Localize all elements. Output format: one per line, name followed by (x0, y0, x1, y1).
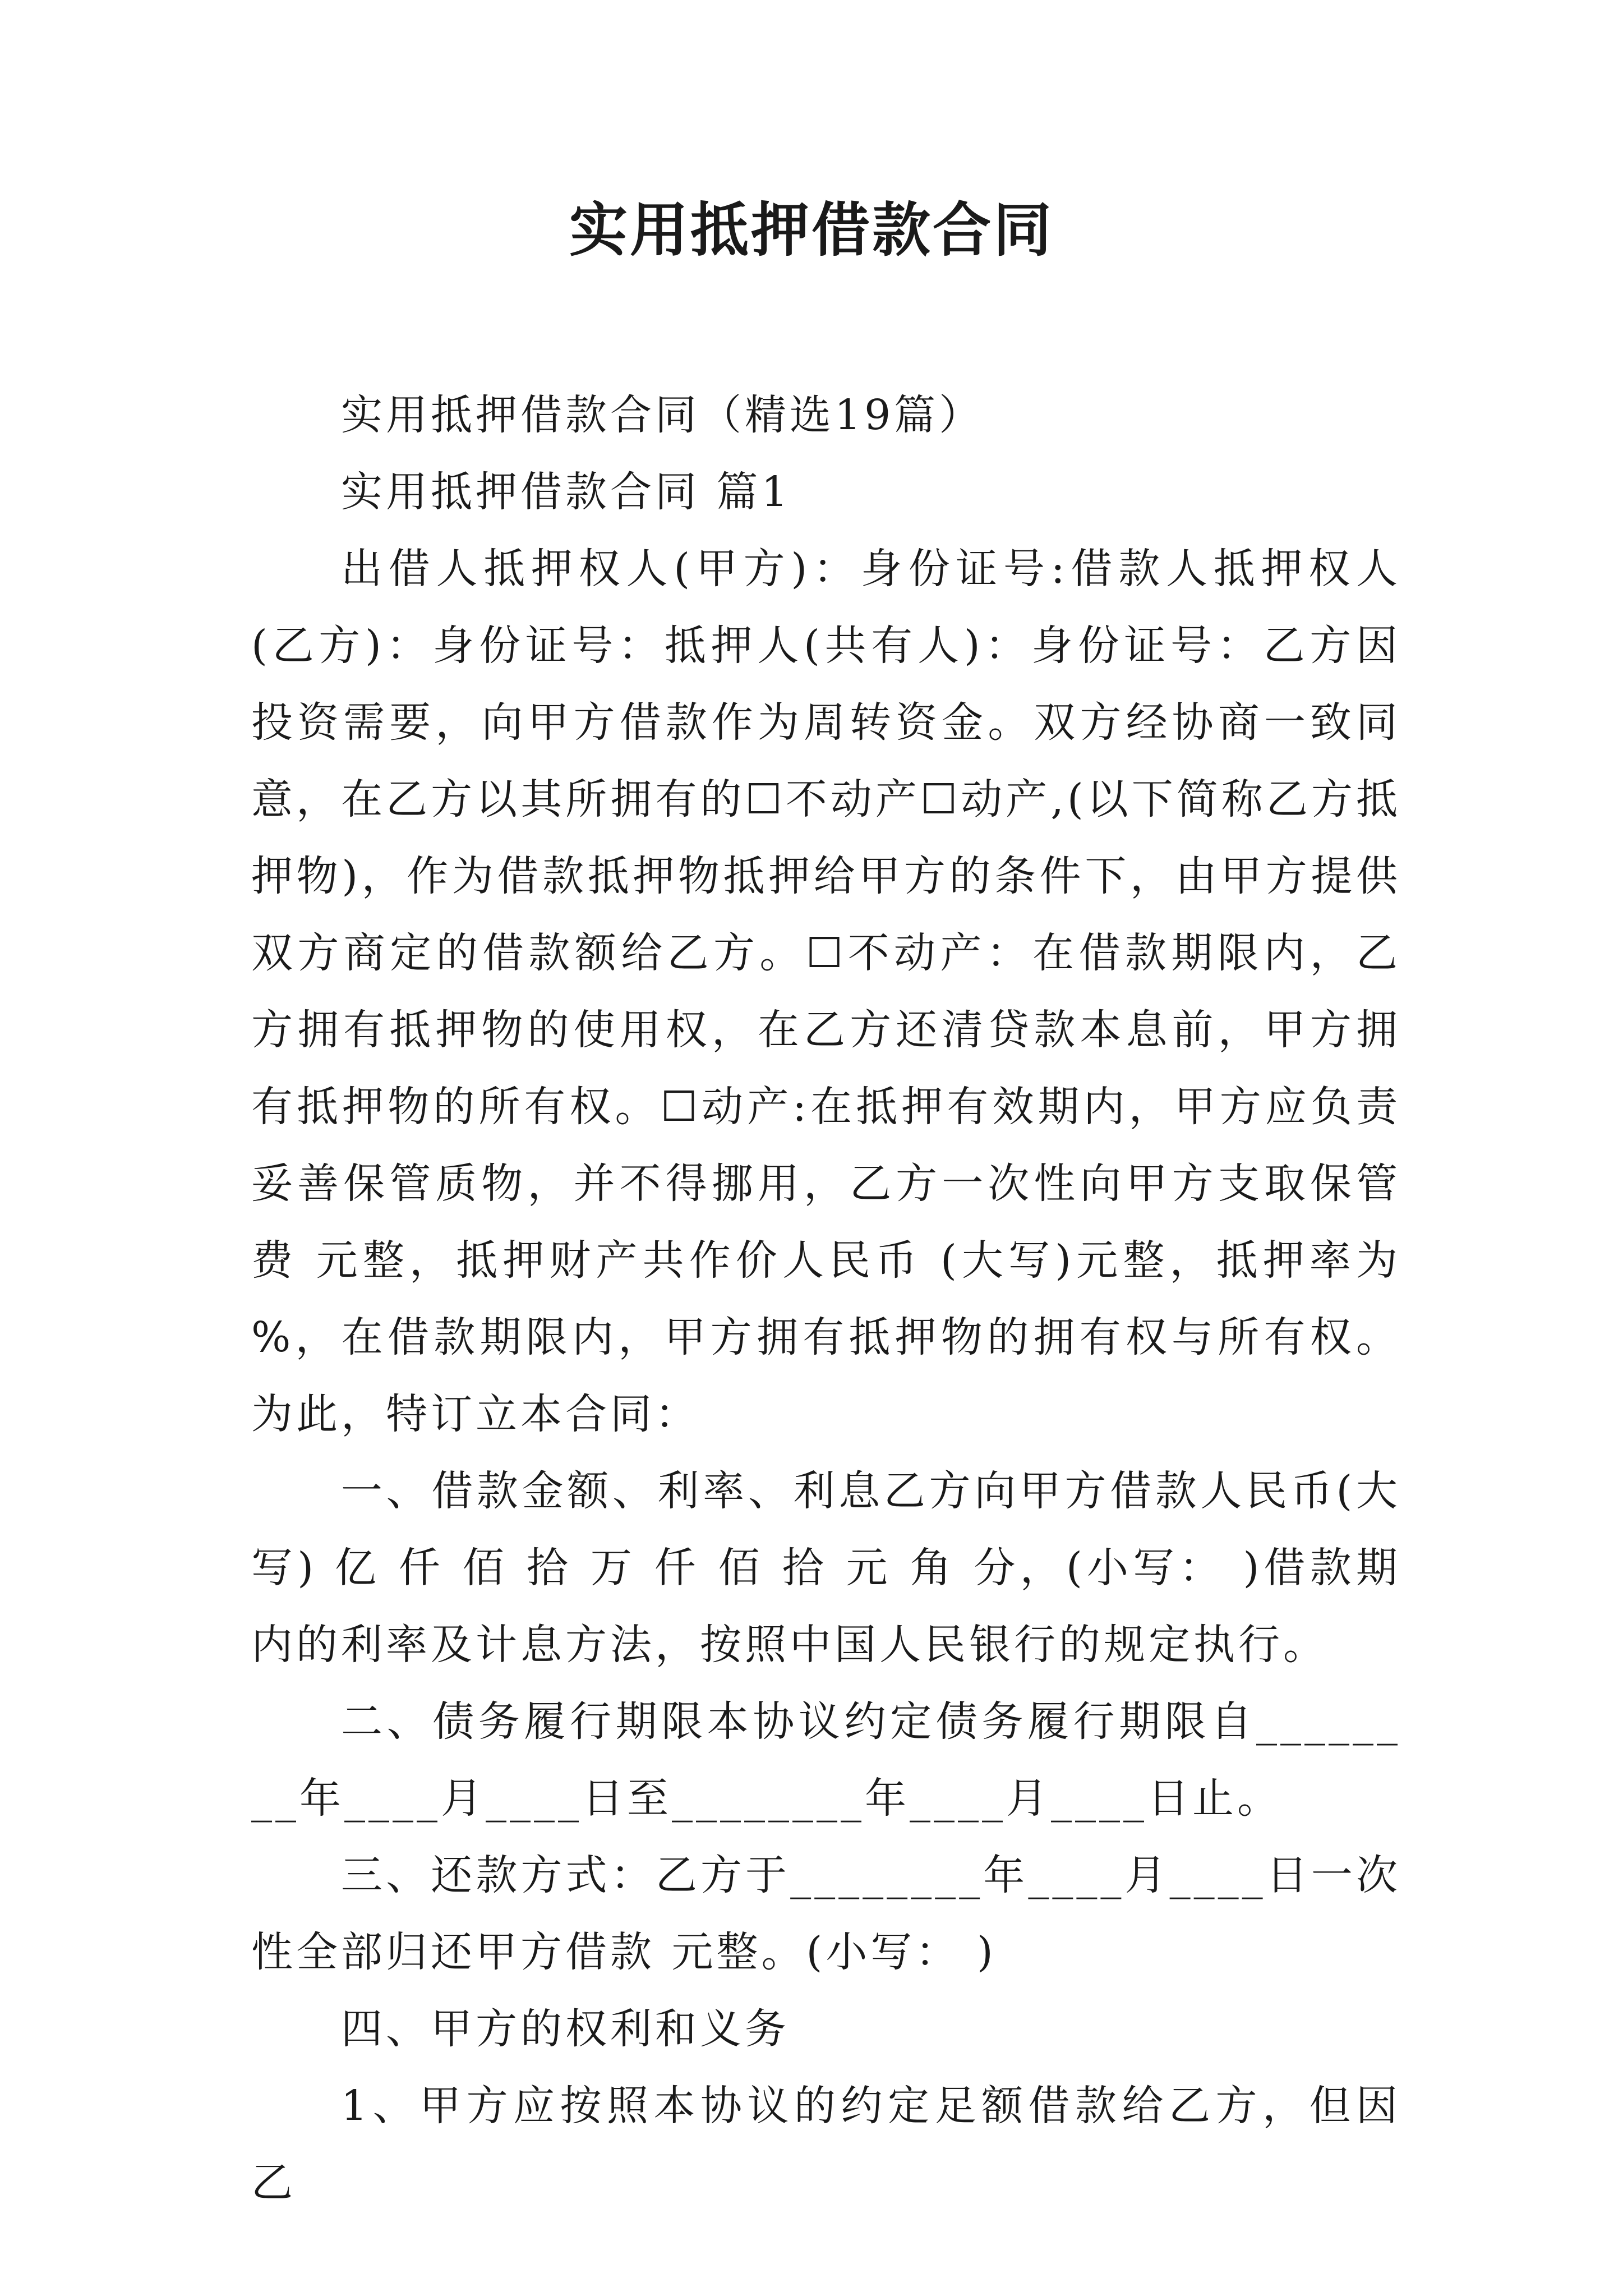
paragraph-section-heading: 实用抵押借款合同 篇1 (341, 468, 791, 516)
paragraph-collection-title: 实用抵押借款合同（精选19篇） (341, 391, 984, 439)
paragraph-clause-4-item-1: 1、甲方应按照本协议的约定足额借款给乙方，但因乙 (251, 2082, 1401, 2207)
document-title: 实用抵押借款合同 (569, 195, 1054, 264)
paragraph-preamble: 出借人抵押权人(甲方)：身份证号:借款人抵押权人(乙方)：身份证号：抵押人(共有人)：身份证号：乙方因投资需要，向甲方借款作为周转资金。双方经协商一致同意，在乙方以其所拥有的☐不动产☐动产,(以下简称乙方抵押物)，作为借款抵押物抵押给甲方的条件下，由甲方提供双方商定的借款额给乙方。☐不动产：在借款期限内，乙方拥有抵押物的使用权，在乙方还清贷款本息前，甲方拥有抵押物的所有权。☐动产:在抵押有效期内，甲方应负责妥善保管质物，并不得挪用，乙方一次性向甲方支取保管费 元整，抵押财产共作价人民币 (大写)元整，抵押率为 %，在借款期限内，甲方拥有抵押物的拥有权与所有权。为此，特订立本合同： (251, 545, 1418, 1438)
paragraph-clause-3: 三、还款方式：乙方于________年____月____日一次性全部归还甲方借款 元整。(小写： ) (251, 1851, 1401, 1976)
document-body (251, 377, 1418, 2221)
paragraph-clause-2: 二、债务履行期限本协议约定债务履行期限自________年____月____日至________年____月____日止。 (251, 1697, 1401, 1823)
paragraph-clause-1: 一、借款金额、利率、利息乙方向甲方借款人民币(大写) 亿 仟 佰 拾 万 仟 佰 拾 元 角 分，(小写： )借款期内的利率及计息方法，按照中国人民银行的规定执行。 (251, 1467, 1401, 1669)
paragraph-clause-4: 四、甲方的权利和义务 (341, 2005, 790, 2053)
